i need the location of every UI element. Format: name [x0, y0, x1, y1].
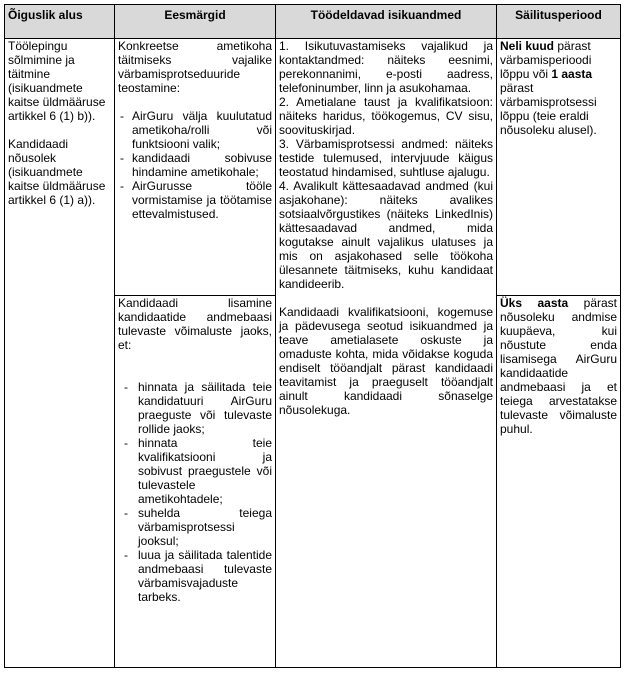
- retention-recruitment-text: [500, 39, 617, 137]
- list-item: - hinnata teie kvalifikatsiooni ja sobivust praegustele või tulevastele ametikohtadele;: [118, 436, 272, 506]
- legal-basis-consent: Kandidaadi nõusolek (isikuandmete kaitse üldmääruse artikkel 6 (1) a)).: [8, 137, 106, 207]
- data-processing-table: [4, 4, 621, 668]
- retention-bold-one-year: 1 aasta: [551, 67, 593, 81]
- data-note: Kandidaadi kvalifikatsiooni, kogemuse ja pädevusega seotud isikuandmed ja teave ametialasete oskuste ja omaduste kohta, mida võidakse koguda endiselt tööandjalt pärast kandidaadi teavitamist ja praeguselt tööandjalt ainult kandidaadi sõnaselge nõusolekuga.: [279, 305, 493, 417]
- list-item: - AirGuru välja kuulutatud ametikoha/rolli või funktsiooni valik;: [118, 109, 272, 151]
- header-purposes: Eesmärgid: [115, 5, 276, 39]
- header-personal-data: Töödeldavad isikuandmed: [276, 5, 497, 39]
- list-item: - kandidaadi sobivuse hindamine ametikohale;: [118, 151, 272, 179]
- list-item: - luua ja säilitada talentide andmebaasi tulevaste värbamisvajaduste tarbeks.: [118, 548, 272, 604]
- purpose-recruitment-intro: Konkreetse ametikoha täitmiseks vajalike värbamisprotseduuride teostamine:: [118, 39, 272, 95]
- purpose-database-cell: [115, 296, 276, 668]
- retention-text-a: pärast värbamisperioodi lõppu või: [500, 39, 592, 81]
- purpose-recruitment-cell: [115, 39, 276, 296]
- retention-recruitment-cell: [497, 39, 621, 296]
- data-item-recruitment: 3. Värbamisprotsessi andmed: näiteks testide tulemused, intervjuude käigus teostatud hindamised, suhtluse ajalugu.: [279, 137, 493, 179]
- data-item-contact: 1. Isikutuvastamiseks vajalikud ja kontaktandmed: näiteks eesnimi, perekonnanimi, e-posti aadress, telefoninumber, linn ja asukohamaa.: [279, 39, 493, 95]
- table-row: [5, 39, 621, 296]
- header-row: [5, 5, 621, 39]
- legal-basis-contract: Töölepingu sõlmimine ja täitmine (isikuandmete kaitse üldmääruse artikkel 6 (1) b)).: [8, 39, 106, 123]
- list-item: - AirGurusse tööle vormistamise ja töötamise ettevalmistused.: [118, 179, 272, 221]
- purpose-database-intro: Kandidaadi lisamine kandidaatide andmebaasi tulevaste võimaluste jaoks, et:: [118, 296, 272, 352]
- personal-data-cell: [276, 39, 497, 668]
- header-legal-basis: Õiguslik alus: [5, 5, 115, 39]
- purpose-recruitment-list: [118, 109, 272, 221]
- retention-database-cell: [497, 296, 621, 668]
- retention-database-text: [500, 296, 617, 436]
- retention-bold-one-year-db: Üks aasta: [500, 296, 569, 310]
- purpose-database-list: [118, 380, 272, 604]
- data-item-public: 4. Avalikult kättesaadavad andmed (kui asjakohane): näiteks avalikes sotsiaalvõrgustikes (näiteks LinkedInis) kättesaadavad andmed, mida kogutakse ainult vajalikus ulatuses ja mis on asjakohased selle töökoha ülesannete täitmiseks, kuhu kandidaat kandideerib.: [279, 179, 493, 291]
- legal-basis-cell: [5, 39, 115, 668]
- header-retention-period: Säilitusperiood: [497, 5, 621, 39]
- list-item: - suhelda teiega värbamisprotsessi jooksul;: [118, 506, 272, 548]
- retention-database-rest: pärast nõusoleku andmise kuupäeva, kui nõustute enda lisamisega AirGuru kandidaatide andmebaasi ja et teiega arvestatakse tulevaste võimaluste puhul.: [500, 296, 617, 436]
- retention-text-b: pärast värbamisprotsessi lõppu (teie eraldi nõusoleku alusel).: [500, 81, 597, 137]
- data-item-background: 2. Ametialane taust ja kvalifikatsioon: näiteks haridus, töökogemus, CV sisu, soovituskirjad.: [279, 95, 493, 137]
- retention-bold-four-months: Neli kuud: [500, 39, 555, 53]
- list-item: - hinnata ja säilitada teie kandidatuuri AirGuru praeguste või tulevaste rollide jaoks;: [118, 380, 272, 436]
